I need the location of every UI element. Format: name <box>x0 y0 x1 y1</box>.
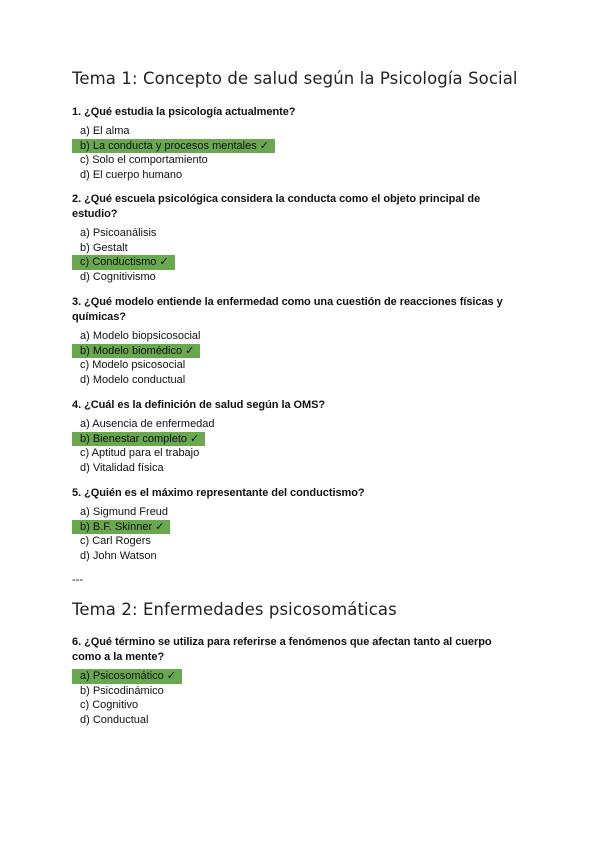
question-text: 4. ¿Cuál es la definición de salud según la OMS? <box>72 399 326 411</box>
options-list <box>72 121 520 180</box>
option-label: d) John Watson <box>80 550 157 563</box>
options-list <box>72 223 520 282</box>
question-text: 5. ¿Quién es el máximo representante del conductismo? <box>72 487 365 499</box>
check-icon: ✓ <box>166 670 176 682</box>
option <box>72 681 520 696</box>
section-title-2: Tema 2: Enfermedades psicosomáticas <box>72 600 397 619</box>
option <box>72 546 520 561</box>
option-label: c) Cognitivo <box>80 699 139 712</box>
option-label: d) El cuerpo humano <box>80 169 183 182</box>
option-label: a) Ausencia de enfermedad <box>80 418 215 430</box>
check-icon: ✓ <box>259 139 269 152</box>
option-label: b) Bienestar completo ✓ <box>72 432 205 447</box>
option-label: b) Gestalt <box>80 241 128 254</box>
option-label: b) B.F. Skinner ✓ <box>72 520 170 535</box>
separator: --- <box>72 574 83 586</box>
option-label: a) Psicosomático ✓ <box>72 669 182 684</box>
question-6 <box>72 635 520 725</box>
question-text: 3. ¿Qué modelo entiende la enfermedad como una cuestión de reacciones físicas y químicas? <box>72 296 503 323</box>
question-text: 1. ¿Qué estudia la psicología actualmente? <box>72 106 296 118</box>
option <box>72 267 520 282</box>
options-list <box>72 414 520 473</box>
option <box>72 370 520 385</box>
option <box>72 223 520 238</box>
option <box>72 710 520 725</box>
option-label: a) Modelo biopsicosocial <box>80 330 201 342</box>
question-3 <box>72 295 520 385</box>
question-5 <box>72 486 520 561</box>
option <box>72 165 520 180</box>
question-4 <box>72 398 520 473</box>
question-2 <box>72 192 520 282</box>
option-correct <box>72 429 520 444</box>
option-label: a) El alma <box>80 125 130 137</box>
option-label: c) Solo el comportamiento <box>80 154 208 167</box>
option <box>72 458 520 473</box>
option-correct <box>72 341 520 356</box>
options-list <box>72 502 520 561</box>
option <box>72 326 520 341</box>
question-1 <box>72 105 520 180</box>
check-icon: ✓ <box>190 432 200 445</box>
option <box>72 414 520 429</box>
option <box>72 443 520 458</box>
option <box>72 502 520 517</box>
option <box>72 121 520 136</box>
option-label: b) La conducta y procesos mentales ✓ <box>72 139 275 154</box>
option-label: b) Psicodinámico <box>80 684 164 697</box>
options-list <box>72 326 520 385</box>
option-correct <box>72 517 520 532</box>
option-label: c) Conductismo ✓ <box>72 255 175 270</box>
section-title-1: Tema 1: Concepto de salud según la Psicología Social <box>72 69 518 88</box>
question-text: 2. ¿Qué escuela psicológica considera la conducta como el objeto principal de estudio? <box>72 193 481 220</box>
option-label: b) Modelo biomédico ✓ <box>72 344 200 359</box>
check-icon: ✓ <box>155 520 165 533</box>
option-label: a) Psicoanálisis <box>80 227 157 239</box>
option-label: d) Vitalidad física <box>80 462 164 475</box>
option-label: d) Cognitivismo <box>80 271 156 284</box>
check-icon: ✓ <box>185 344 195 357</box>
option-correct <box>72 136 520 151</box>
option-label: d) Modelo conductual <box>80 374 186 387</box>
option-correct <box>72 252 520 267</box>
option-label: d) Conductual <box>80 714 149 727</box>
option-correct <box>72 666 520 681</box>
option <box>72 695 520 710</box>
check-icon: ✓ <box>159 256 169 269</box>
option-label: a) Sigmund Freud <box>80 506 169 518</box>
option <box>72 150 520 165</box>
question-text: 6. ¿Qué término se utiliza para referirse a fenómenos que afectan tanto al cuerpo como a la mente? <box>72 636 492 663</box>
option-label: c) Aptitud para el trabajo <box>80 447 200 460</box>
option <box>72 531 520 546</box>
option-label: c) Carl Rogers <box>80 535 151 548</box>
option-label: c) Modelo psicosocial <box>80 359 186 372</box>
options-list <box>72 666 520 725</box>
option <box>72 238 520 253</box>
option <box>72 355 520 370</box>
